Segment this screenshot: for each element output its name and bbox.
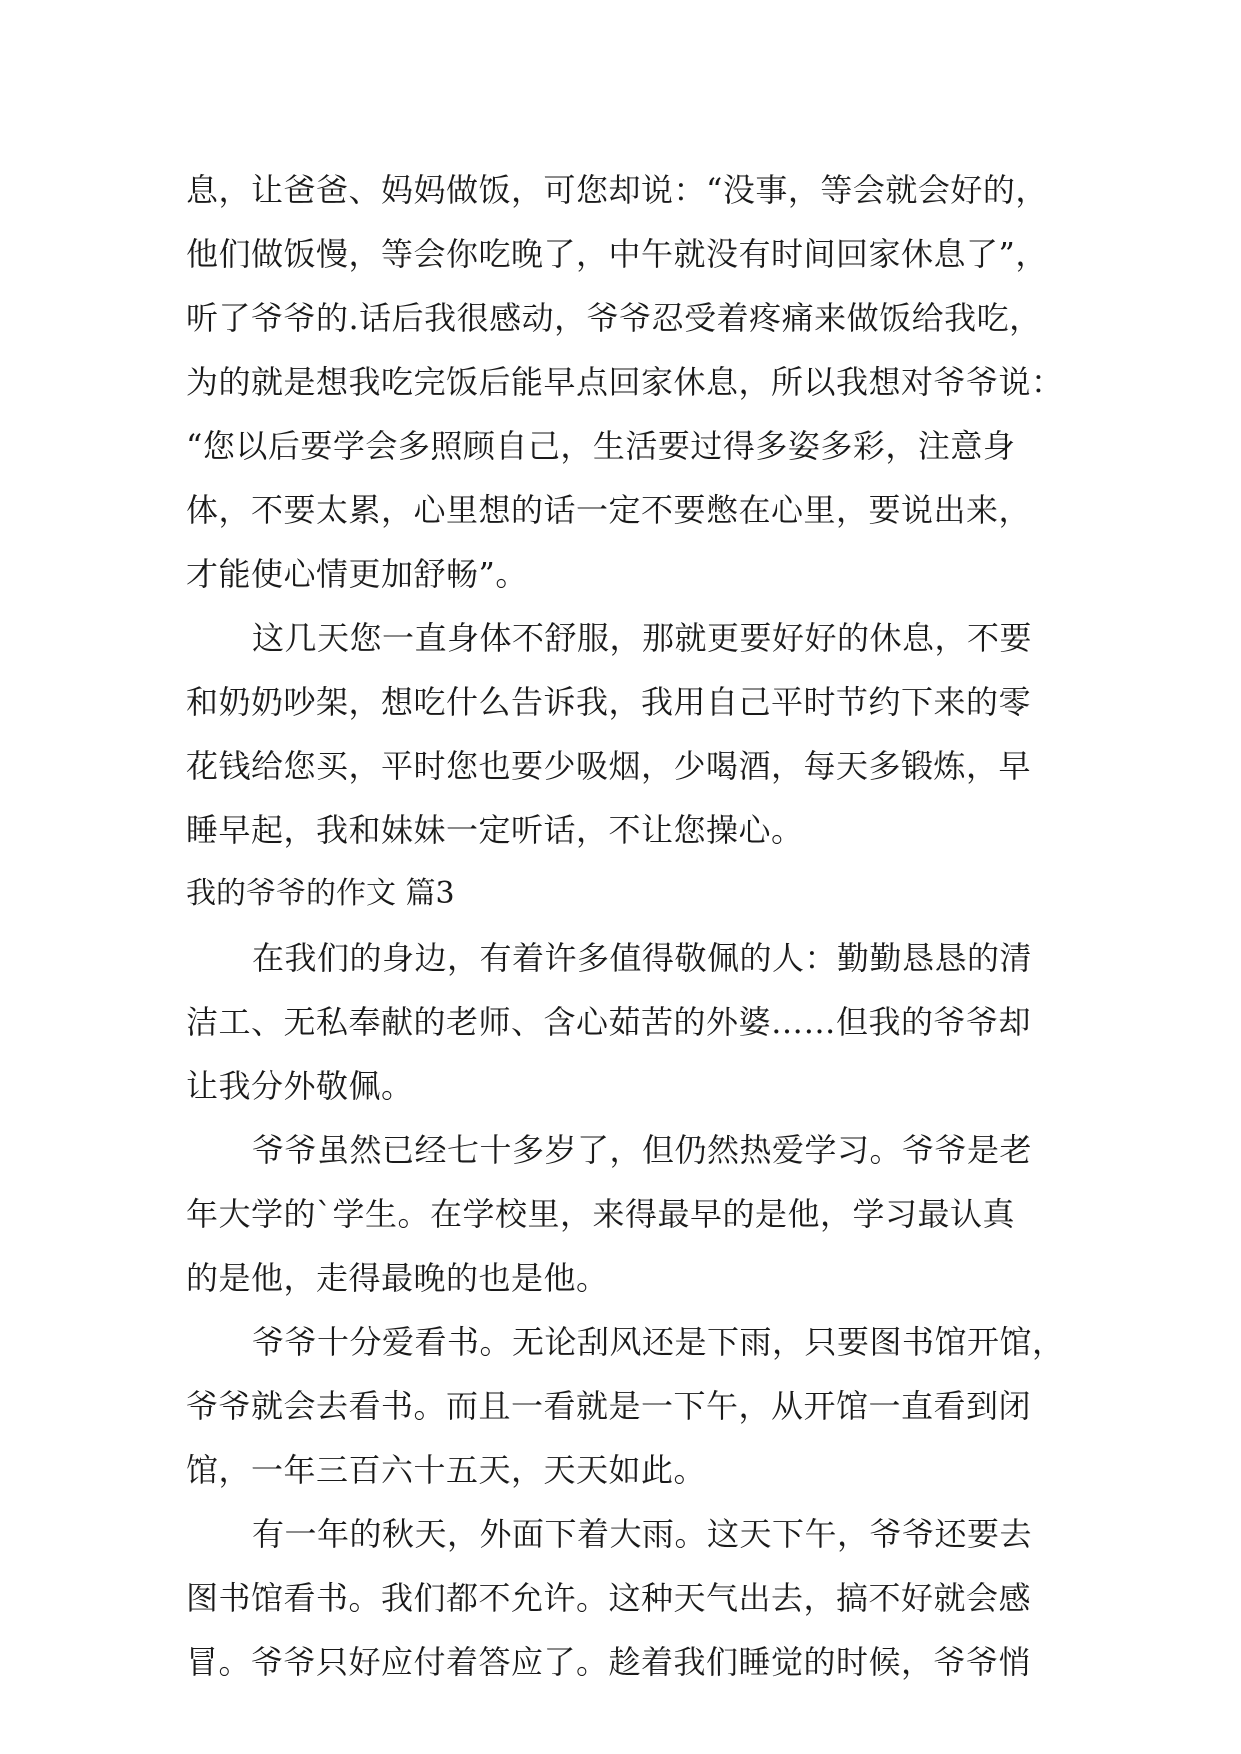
text-line: “您以后要学会多照顾自己，生活要过得多姿多彩，注意身 xyxy=(186,427,1016,465)
text-line: 他们做饭慢，等会你吃晚了，中午就没有时间回家休息了”， xyxy=(186,235,1048,273)
text-line: 图书馆看书。我们都不允许。这种天气出去，搞不好就会感 xyxy=(186,1579,1032,1617)
text-line: 馆，一年三百六十五天，天天如此。 xyxy=(186,1451,707,1489)
text-line: 爷爷就会去看书。而且一看就是一下午，从开馆一直看到闭 xyxy=(186,1387,1032,1425)
section-heading: 我的爷爷的作文 篇3 xyxy=(186,876,455,911)
text-line: 睡早起，我和妹妹一定听话，不让您操心。 xyxy=(186,811,804,849)
text-line: 有一年的秋天，外面下着大雨。这天下午，爷爷还要去 xyxy=(252,1515,1033,1553)
text-line: 让我分外敬佩。 xyxy=(186,1067,414,1105)
text-line: 息，让爸爸、妈妈做饭，可您却说：“没事，等会就会好的， xyxy=(186,171,1048,209)
text-line: 才能使心情更加舒畅”。 xyxy=(186,555,528,593)
text-line: 爷爷虽然已经七十多岁了，但仍然热爱学习。爷爷是老 xyxy=(252,1131,1033,1169)
text-line: 和奶奶吵架，想吃什么告诉我，我用自己平时节约下来的零 xyxy=(186,683,1032,721)
text-line: 为的就是想我吃完饭后能早点回家休息，所以我想对爷爷说： xyxy=(186,363,1064,401)
text-line: 这几天您一直身体不舒服，那就更要好好的休息，不要 xyxy=(252,619,1033,657)
text-line: 爷爷十分爱看书。无论刮风还是下雨，只要图书馆开馆， xyxy=(252,1323,1065,1361)
text-line: 花钱给您买，平时您也要少吸烟，少喝酒，每天多锻炼，早 xyxy=(186,747,1032,785)
document-body xyxy=(186,158,1066,1694)
text-line: 的是他，走得最晚的也是他。 xyxy=(186,1259,609,1297)
text-line: 体，不要太累，心里想的话一定不要憋在心里，要说出来， xyxy=(186,491,1032,529)
text-line: 听了爷爷的.话后我很感动，爷爷忍受着疼痛来做饭给我吃， xyxy=(186,299,1042,337)
text-line: 在我们的身边，有着许多值得敬佩的人：勤勤恳恳的清 xyxy=(252,939,1033,977)
text-line: 洁工、无私奉献的老师、含心茹苦的外婆……但我的爷爷却 xyxy=(186,1003,1032,1041)
text-line: 年大学的`学生。在学校里，来得最早的是他，学习最认真 xyxy=(186,1195,1016,1233)
text-line: 冒。爷爷只好应付着答应了。趁着我们睡觉的时候，爷爷悄 xyxy=(186,1643,1032,1681)
